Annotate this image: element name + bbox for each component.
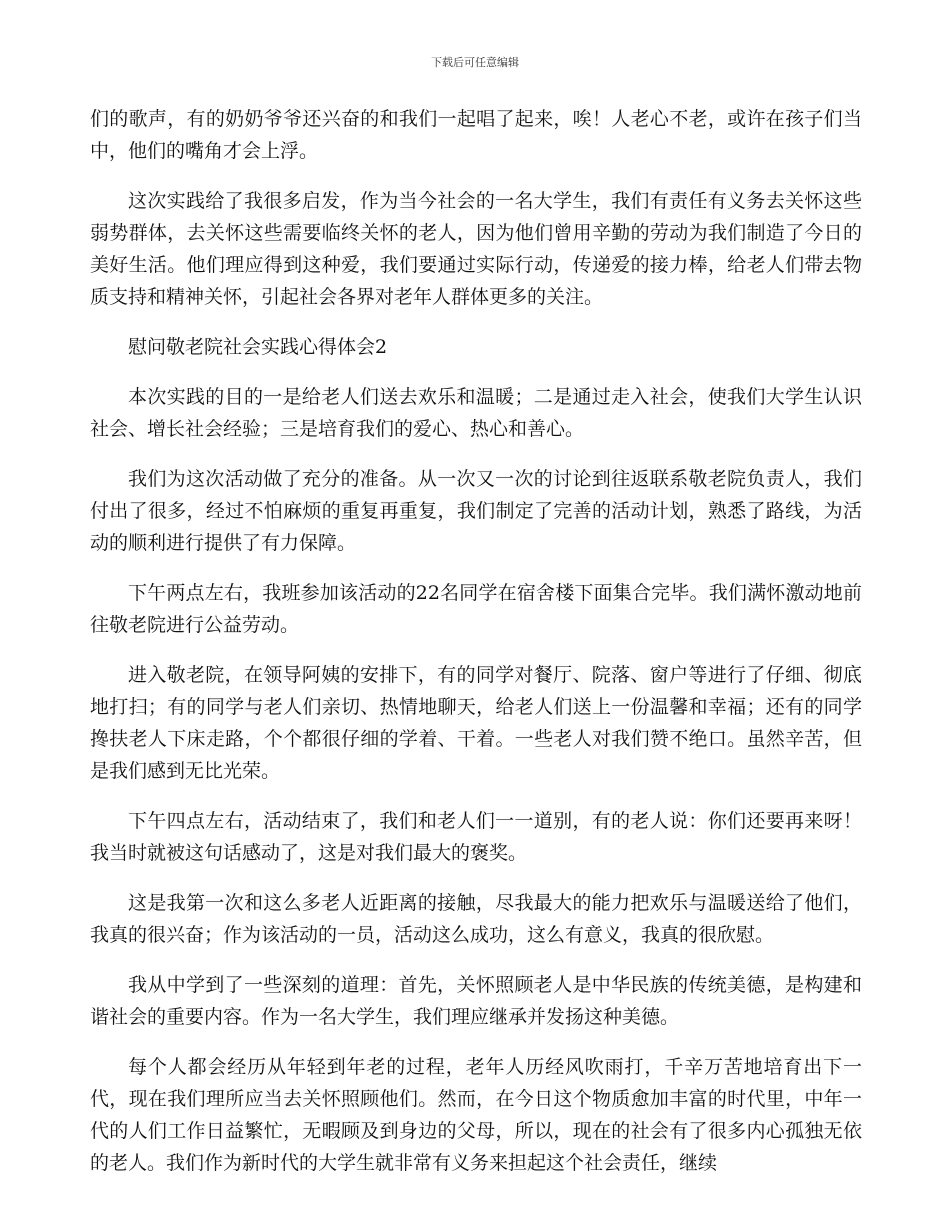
document-body xyxy=(90,103,862,1197)
section-title: 慰问敬老院社会实践心得体会2 xyxy=(128,336,388,358)
paragraph: 下午两点左右，我班参加该活动的22名同学在宿舍楼下面集合完毕。我们满怀激动地前往敬老院进行公益劳动。 xyxy=(90,582,862,636)
paragraph-continued: 们的歌声，有的奶奶爷爷还兴奋的和我们一起唱了起来，唉！人老心不老，或许在孩子们当中，他们的嘴角才会上浮。 xyxy=(90,108,862,162)
paragraph: 进入敬老院，在领导阿姨的安排下，有的同学对餐厅、院落、窗户等进行了仔细、彻底地打扫；有的同学与老人们亲切、热情地聊天，给老人们送上一份温馨和幸福；还有的同学搀扶老人下床走路，个个都很仔细的学着、干着。一些老人对我们赞不绝口。虽然辛苦，但是我们感到无比光荣。 xyxy=(90,664,862,782)
paragraph: 本次实践的目的一是给老人们送去欢乐和温暖；二是通过走入社会，使我们大学生认识社会、增长社会经验；三是培育我们的爱心、热心和善心。 xyxy=(90,386,862,440)
paragraph: 我从中学到了一些深刻的道理：首先，关怀照顾老人是中华民族的传统美德，是构建和谐社会的重要内容。作为一名大学生，我们理应继承并发扬这种美德。 xyxy=(90,974,862,1028)
paragraph: 这是我第一次和这么多老人近距离的接触，尽我最大的能力把欢乐与温暖送给了他们，我真的很兴奋；作为该活动的一员，活动这么成功，这么有意义，我真的很欣慰。 xyxy=(90,892,862,946)
paragraph: 这次实践给了我很多启发，作为当今社会的一名大学生，我们有责任有义务去关怀这些弱势群体，去关怀这些需要临终关怀的老人，因为他们曾用辛勤的劳动为我们制造了今日的美好生活。他们理应得到这种爱，我们要通过实际行动，传递爱的接力棒，给老人们带去物质支持和精神关怀，引起社会各界对老年人群体更多的关注。 xyxy=(90,190,862,308)
paragraph: 每个人都会经历从年轻到年老的过程，老年人历经风吹雨打，千辛万苦地培育出下一代，现在我们理所应当去关怀照顾他们。然而，在今日这个物质愈加丰富的时代里，中年一代的人们工作日益繁忙，无暇顾及到身边的父母，所以，现在的社会有了很多内心孤独无依的老人。我们作为新时代的大学生就非常有义务来担起这个社会责任，继续 xyxy=(90,1056,862,1174)
paragraph: 我们为这次活动做了充分的准备。从一次又一次的讨论到往返联系敬老院负责人，我们付出了很多，经过不怕麻烦的重复再重复，我们制定了完善的活动计划，熟悉了路线，为活动的顺利进行提供了有力保障。 xyxy=(90,468,862,554)
paragraph: 下午四点左右，活动结束了，我们和老人们一一道别，有的老人说：你们还要再来呀！我当时就被这句话感动了，这是对我们最大的褒奖。 xyxy=(90,810,862,864)
header-note: 下载后可任意编辑 xyxy=(431,56,519,69)
